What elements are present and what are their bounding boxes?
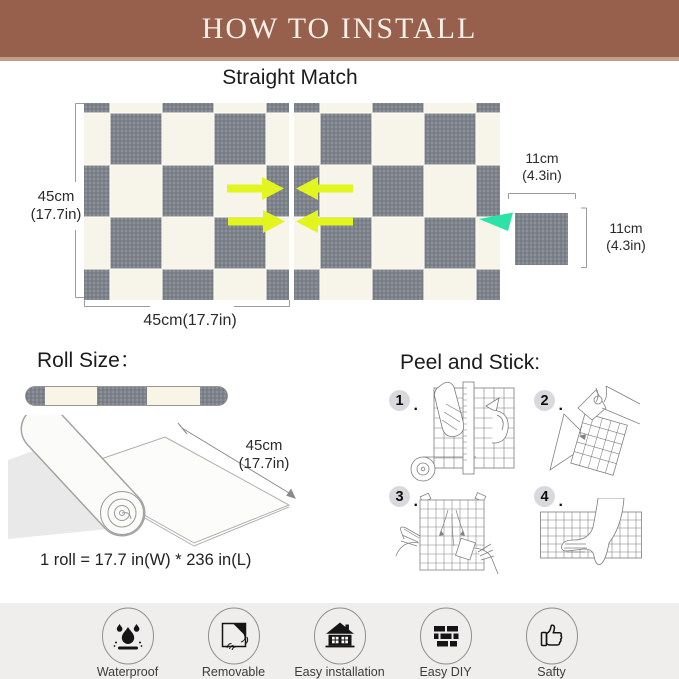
step-3-apply-illustration xyxy=(394,492,506,582)
bricks-icon xyxy=(419,607,473,665)
banner xyxy=(0,0,679,61)
panel-width-dimension: 45cm(17.7in) xyxy=(143,312,237,329)
feature-removable xyxy=(181,607,287,679)
feature-waterproof xyxy=(75,607,181,679)
feature-easy-installation xyxy=(287,607,393,679)
straight-match-heading: Straight Match xyxy=(222,66,358,89)
page-title: HOW TO INSTALL xyxy=(201,11,478,45)
roll-size-heading: Roll Size： xyxy=(37,349,141,372)
roll-formula: 1 roll = 17.7 in(W) * 236 in(L) xyxy=(40,551,252,569)
roll-side-view xyxy=(25,386,228,406)
step-1-badge: 1 . xyxy=(389,390,411,412)
step-2-badge: 2 . xyxy=(534,390,556,412)
house-icon xyxy=(313,607,367,665)
step-3-badge: 3 . xyxy=(389,486,411,508)
step-2-peel-illustration xyxy=(548,378,640,484)
feature-label: Easy DIY xyxy=(419,665,472,679)
removable-peel-icon xyxy=(207,607,261,665)
feature-label: Safty xyxy=(537,665,566,679)
wallpaper-panel-left xyxy=(84,103,289,300)
roll-width-dimension: 45cm (17.7in) xyxy=(238,437,290,473)
feature-easy-diy xyxy=(393,607,499,679)
feature-band xyxy=(0,603,679,679)
thumbs-up-icon xyxy=(525,607,579,665)
step-4-smooth-illustration xyxy=(540,498,642,572)
tile-height-dimension: 11cm (4.3in) xyxy=(606,220,646,254)
tile-swatch xyxy=(515,213,568,265)
step-1-cut-illustration xyxy=(406,380,521,484)
tile-width-dimension: 11cm (4.3in) xyxy=(522,150,562,184)
feature-safety xyxy=(499,607,605,679)
roll-illustration xyxy=(8,415,308,555)
feature-label: Removable xyxy=(201,665,266,679)
step-4-badge: 4 . xyxy=(534,486,556,508)
waterproof-drops-icon xyxy=(101,607,155,665)
panel-height-dimension: 45cm (17.7in) xyxy=(30,188,82,224)
feature-label: Waterproof xyxy=(96,665,159,679)
feature-label: Easy installation xyxy=(294,665,385,679)
peel-stick-heading: Peel and Stick: xyxy=(400,351,541,374)
wallpaper-panel-right xyxy=(294,103,500,300)
